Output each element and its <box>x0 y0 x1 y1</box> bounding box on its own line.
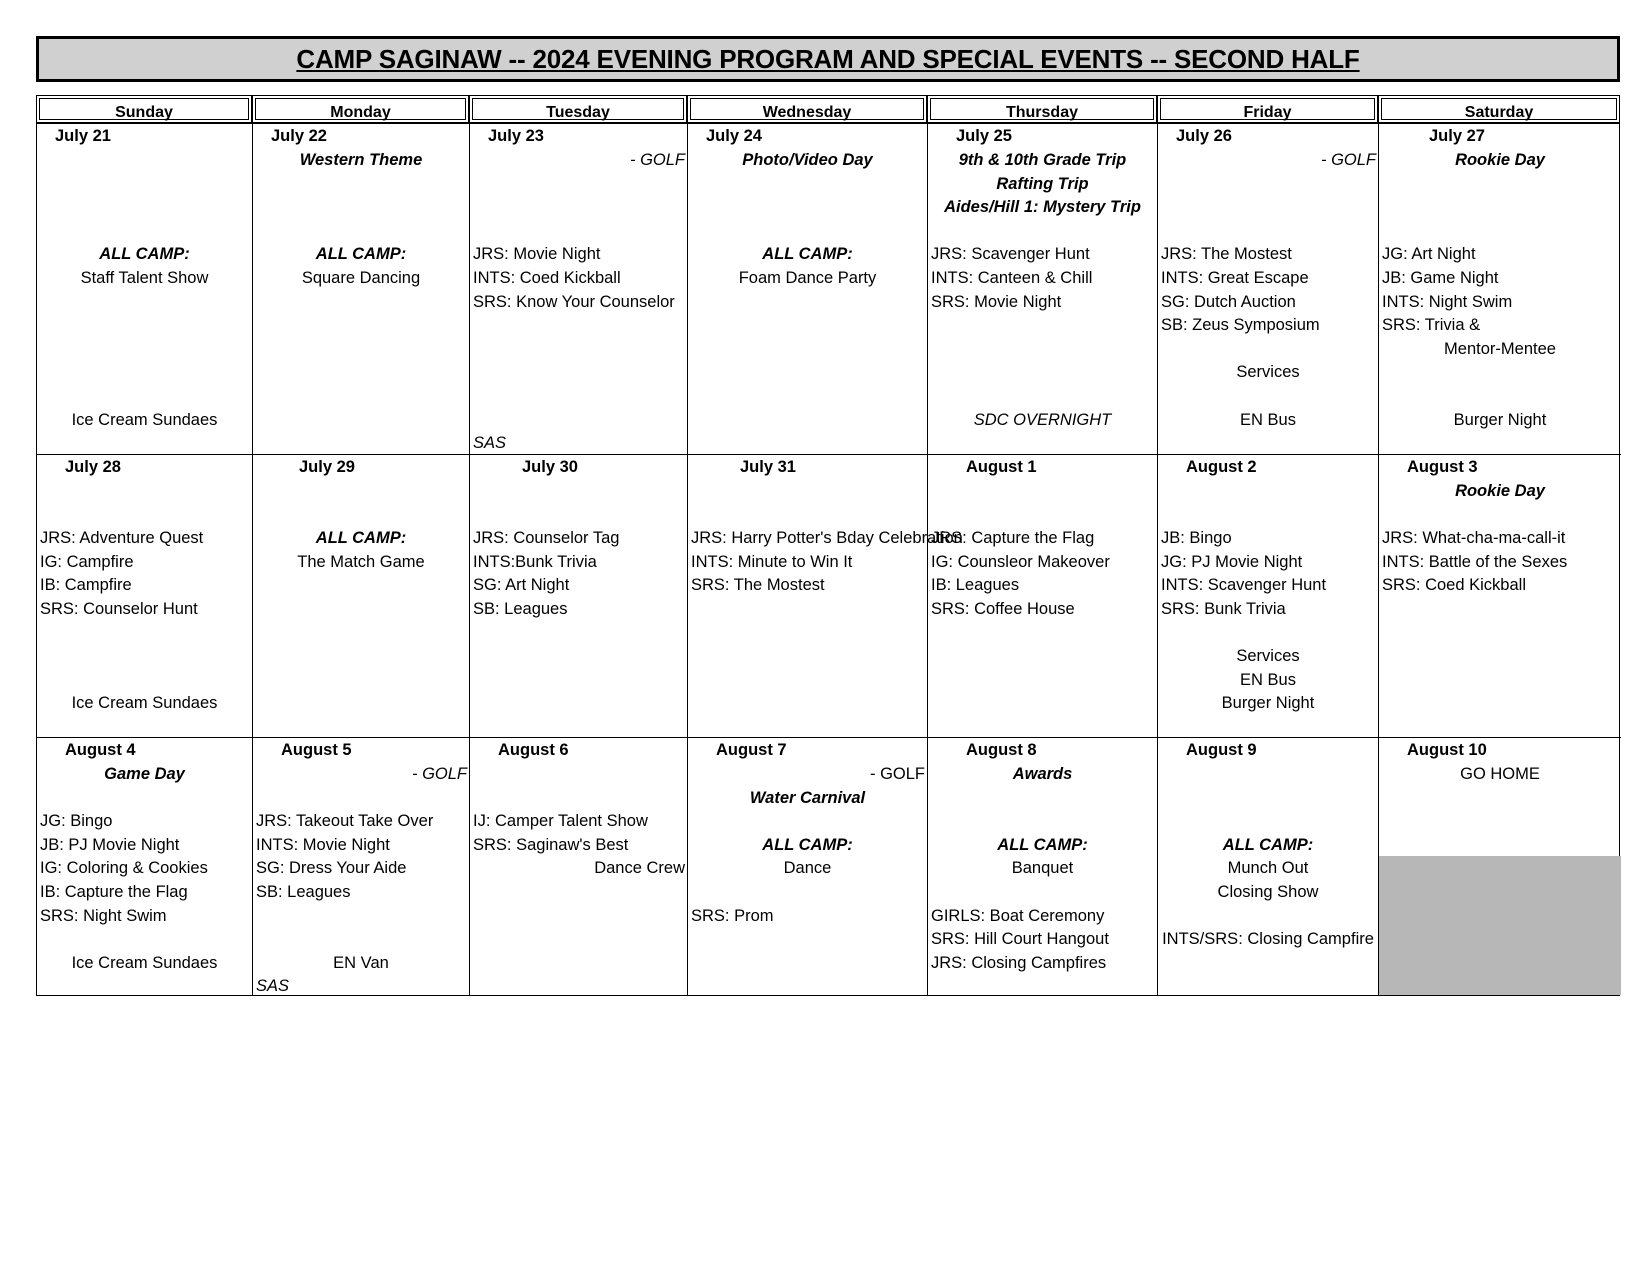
day-header-wednesday: Wednesday <box>687 95 927 123</box>
event-line: SRS: Counselor Hunt <box>40 600 198 618</box>
event-line: SB: Zeus Symposium <box>1161 316 1320 334</box>
event-line: SG: Art Night <box>473 576 570 594</box>
golf-label: - GOLF <box>629 151 685 169</box>
event-line: JRS: What-cha-ma-call-it <box>1382 529 1566 547</box>
event-line: Dance <box>783 859 832 877</box>
theme-label: 9th & 10th Grade Trip <box>958 151 1127 169</box>
event-line: JG: Bingo <box>40 812 113 830</box>
services-label: Services <box>1236 363 1300 381</box>
event-line: SRS: Coffee House <box>931 600 1075 618</box>
event-line: EN Van <box>333 954 389 972</box>
cell-date: July 26 <box>1176 127 1232 145</box>
event-line: SRS: Coed Kickball <box>1382 576 1526 594</box>
event-line: JRS: Harry Potter's Bday Celebration <box>691 529 963 547</box>
golf-label: - GOLF <box>869 765 925 783</box>
calendar-cell-jul-21 <box>37 124 253 455</box>
event-line: INTS: Scavenger Hunt <box>1161 576 1327 594</box>
event-line: Dance Crew <box>594 859 685 877</box>
cell-date: July 22 <box>271 127 327 145</box>
event-line: Closing Show <box>1217 883 1319 901</box>
cell-date: August 10 <box>1407 741 1487 759</box>
cell-date: July 24 <box>706 127 762 145</box>
calendar-cell-jul-28 <box>37 455 253 738</box>
event-line: SRS: Movie Night <box>931 293 1062 311</box>
event-line: JRS: Takeout Take Over <box>256 812 434 830</box>
calendar-cell-aug-8 <box>928 738 1158 995</box>
calendar-cell-aug-3 <box>1379 455 1621 738</box>
event-line: JRS: Capture the Flag <box>931 529 1095 547</box>
all-camp-label: ALL CAMP: <box>1222 836 1314 854</box>
day-header-thursday: Thursday <box>927 95 1157 123</box>
calendar-cell-aug-4 <box>37 738 253 995</box>
theme-label: Water Carnival <box>749 789 866 807</box>
golf-label: - GOLF <box>1320 151 1376 169</box>
theme-label: Awards <box>1012 765 1073 783</box>
services-label: Services <box>1236 647 1300 665</box>
event-line: IB: Capture the Flag <box>40 883 188 901</box>
theme-label: Western Theme <box>299 151 423 169</box>
calendar-cell-jul-31 <box>688 455 963 738</box>
event-line: SB: Leagues <box>473 600 568 618</box>
cell-date: August 9 <box>1186 741 1257 759</box>
theme-label: Aides/Hill 1: Mystery Trip <box>944 198 1141 216</box>
event-line: SG: Dutch Auction <box>1161 293 1296 311</box>
all-camp-label: ALL CAMP: <box>99 245 190 263</box>
event-line: Ice Cream Sundaes <box>71 694 218 712</box>
all-camp-label: ALL CAMP: <box>762 836 853 854</box>
cell-date: July 29 <box>299 458 355 476</box>
page-title: CAMP SAGINAW -- 2024 EVENING PROGRAM AND SPECIAL EVENTS -- SECOND HALF <box>296 43 1360 74</box>
calendar-cell-jul-22 <box>253 124 470 455</box>
calendar-cell-jul-27 <box>1379 124 1621 455</box>
event-line: Mentor-Mentee <box>1444 340 1556 358</box>
calendar-cell-jul-25 <box>928 124 1158 455</box>
calendar-cell-jul-30 <box>470 455 688 738</box>
all-camp-label: ALL CAMP: <box>315 245 407 263</box>
cell-date: July 23 <box>488 127 544 145</box>
day-header-saturday: Saturday <box>1378 95 1620 123</box>
event-line: SRS: Hill Court Hangout <box>931 930 1109 948</box>
calendar-cell-aug-2 <box>1158 455 1379 738</box>
cell-date: August 3 <box>1407 458 1478 476</box>
event-line: SRS: Prom <box>691 907 774 925</box>
calendar-cell-aug-5 <box>253 738 470 995</box>
day-header-monday: Monday <box>252 95 469 123</box>
calendar-cell-aug-7 <box>688 738 928 995</box>
event-line: SRS: Night Swim <box>40 907 167 925</box>
cell-date: July 28 <box>65 458 121 476</box>
event-line: IG: Coloring & Cookies <box>40 859 208 877</box>
event-line: Ice Cream Sundaes <box>71 411 218 429</box>
calendar-cell-aug-10 <box>1379 738 1621 995</box>
all-camp-label: ALL CAMP: <box>315 529 407 547</box>
calendar-cell-jul-24 <box>688 124 928 455</box>
sas-note: SAS <box>256 977 290 995</box>
event-line: IG: Counsleor Makeover <box>931 553 1110 571</box>
calendar-cell-jul-23 <box>470 124 688 455</box>
cell-date: August 8 <box>966 741 1037 759</box>
event-line: INTS: Coed Kickball <box>473 269 621 287</box>
event-line: Munch Out <box>1227 859 1309 877</box>
event-line: JB: Game Night <box>1382 269 1499 287</box>
event-line: The Match Game <box>297 553 425 571</box>
calendar-grid <box>36 123 1620 996</box>
cell-date: August 5 <box>281 741 352 759</box>
event-line: INTS: Movie Night <box>256 836 390 854</box>
event-line: INTS: Great Escape <box>1161 269 1309 287</box>
event-line: SRS: Trivia & <box>1382 316 1481 334</box>
event-line: JRS: Scavenger Hunt <box>931 245 1090 263</box>
event-line: Square Dancing <box>301 269 421 287</box>
event-line: SB: Leagues <box>256 883 351 901</box>
title-banner <box>36 36 1620 82</box>
event-line: IG: Campfire <box>40 553 134 571</box>
event-line: IB: Campfire <box>40 576 132 594</box>
event-line: JG: PJ Movie Night <box>1161 553 1303 571</box>
day-header-sunday: Sunday <box>36 95 252 123</box>
cell-date: July 31 <box>740 458 796 476</box>
event-line: INTS: Canteen & Chill <box>931 269 1093 287</box>
event-line: JRS: Closing Campfires <box>931 954 1107 972</box>
event-line: SRS: Bunk Trivia <box>1161 600 1286 618</box>
cell-date: July 25 <box>956 127 1012 145</box>
cell-date: August 2 <box>1186 458 1257 476</box>
all-camp-label: ALL CAMP: <box>997 836 1088 854</box>
event-line: INTS/SRS: Closing Campfire <box>1162 930 1374 948</box>
event-line: INTS: Minute to Win It <box>691 553 853 571</box>
event-line: JB: PJ Movie Night <box>40 836 180 854</box>
calendar-cell-aug-1 <box>928 455 1158 738</box>
event-line: SG: Dress Your Aide <box>256 859 407 877</box>
sas-note: SAS <box>473 434 507 452</box>
day-header-friday: Friday <box>1157 95 1378 123</box>
all-camp-label: ALL CAMP: <box>762 245 853 263</box>
event-line: JRS: Adventure Quest <box>40 529 204 547</box>
event-line: JRS: Movie Night <box>473 245 601 263</box>
event-line: SRS: The Mostest <box>691 576 825 594</box>
event-line: INTS:Bunk Trivia <box>473 553 597 571</box>
calendar-cell-jul-26 <box>1158 124 1379 455</box>
theme-label: Rafting Trip <box>996 175 1089 193</box>
event-line: SRS: Saginaw's Best <box>473 836 629 854</box>
event-line: INTS: Night Swim <box>1382 293 1513 311</box>
calendar-cell-aug-6 <box>470 738 688 995</box>
overnight-label: SDC OVERNIGHT <box>973 411 1112 429</box>
calendar-cell-aug-9 <box>1158 738 1379 995</box>
event-line: JRS: Counselor Tag <box>473 529 620 547</box>
cell-date: August 4 <box>65 741 136 759</box>
event-line: Foam Dance Party <box>738 269 877 287</box>
event-line: Burger Night <box>1453 411 1547 429</box>
theme-label: Rookie Day <box>1455 482 1545 500</box>
theme-label: Game Day <box>104 765 185 783</box>
event-line: Burger Night <box>1221 694 1315 712</box>
cell-date: August 7 <box>716 741 787 759</box>
event-line: JG: Art Night <box>1382 245 1476 263</box>
event-line: JB: Bingo <box>1161 529 1232 547</box>
event-line: GIRLS: Boat Ceremony <box>931 907 1105 925</box>
golf-label: - GOLF <box>411 765 467 783</box>
event-line: Ice Cream Sundaes <box>71 954 218 972</box>
event-line: EN Bus <box>1240 411 1296 429</box>
event-line: INTS: Battle of the Sexes <box>1382 553 1568 571</box>
event-line: Staff Talent Show <box>80 269 209 287</box>
theme-label: GO HOME <box>1460 765 1540 783</box>
event-line: JRS: The Mostest <box>1161 245 1292 263</box>
cell-date: August 6 <box>498 741 569 759</box>
cell-date: August 1 <box>966 458 1037 476</box>
cell-date: July 30 <box>522 458 578 476</box>
theme-label: Photo/Video Day <box>742 151 873 169</box>
day-header-tuesday: Tuesday <box>469 95 687 123</box>
event-line: SRS: Know Your Counselor <box>473 293 675 311</box>
theme-label: Rookie Day <box>1455 151 1545 169</box>
calendar-cell-jul-29 <box>253 455 470 738</box>
event-line: IJ: Camper Talent Show <box>473 812 648 830</box>
event-line: IB: Leagues <box>931 576 1020 594</box>
event-line: Banquet <box>1011 859 1074 877</box>
event-line: EN Bus <box>1240 671 1296 689</box>
cell-date: July 21 <box>55 127 111 145</box>
cell-date: July 27 <box>1429 127 1485 145</box>
